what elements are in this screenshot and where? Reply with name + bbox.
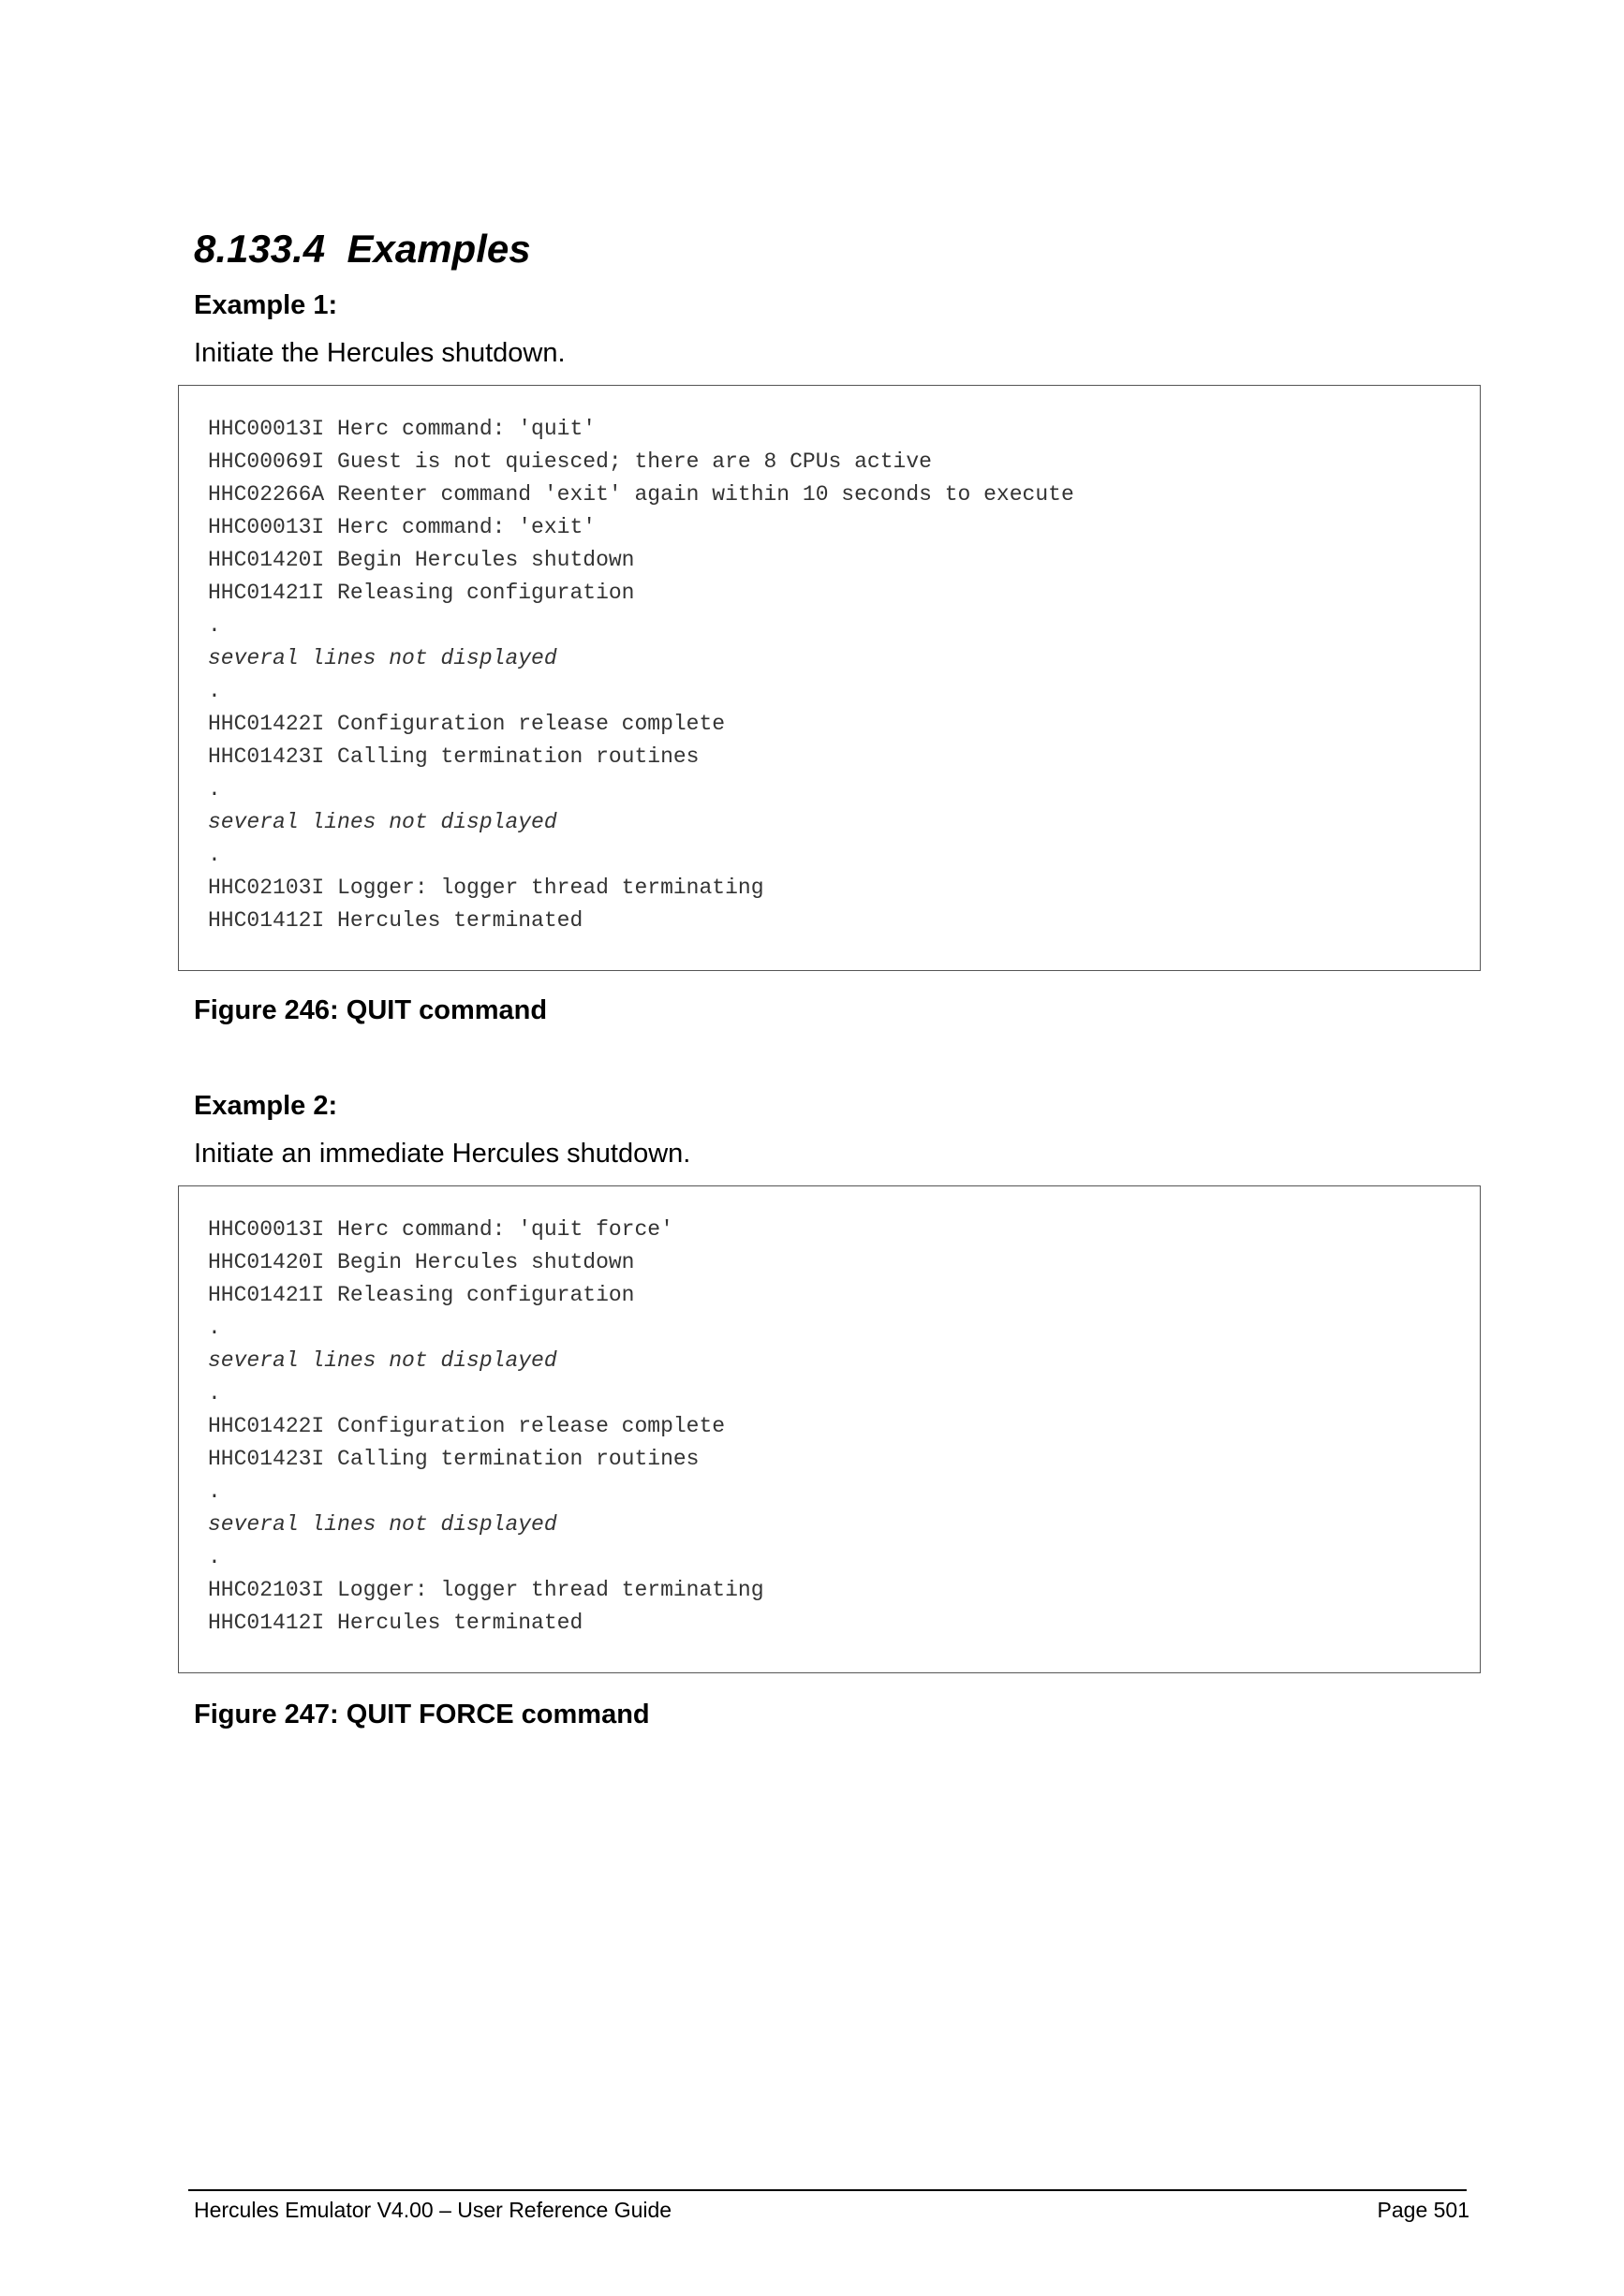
- console-message-line: HHC02103I Logger: logger thread terminating: [208, 1578, 764, 1602]
- console-message-line: HHC01412I Hercules terminated: [208, 908, 583, 933]
- console-message-line: HHC00013I Herc command: 'quit': [208, 417, 597, 441]
- example-1-title: Example 1:: [194, 290, 338, 320]
- console-message-line: HHC01422I Configuration release complete: [208, 1414, 726, 1438]
- ellipsis-dot: .: [208, 1545, 221, 1569]
- console-message-line: HHC00013I Herc command: 'exit': [208, 515, 597, 539]
- console-message-line: HHC01420I Begin Hercules shutdown: [208, 548, 635, 572]
- console-message-line: HHC01423I Calling termination routines: [208, 1447, 700, 1471]
- console-message-line: HHC01422I Configuration release complete: [208, 712, 726, 736]
- section-number: 8.133.4: [194, 227, 326, 271]
- omitted-lines-note: several lines not displayed: [208, 646, 557, 670]
- console-message-line: HHC01420I Begin Hercules shutdown: [208, 1250, 635, 1274]
- footer-page-number: Page 501: [1377, 2198, 1469, 2222]
- console-message-line: HHC00013I Herc command: 'quit force': [208, 1217, 673, 1242]
- figure-246-caption: Figure 246: QUIT command: [194, 995, 548, 1025]
- figure-247-caption: Figure 247: QUIT FORCE command: [194, 1700, 650, 1729]
- console-message-line: HHC01421I Releasing configuration: [208, 581, 635, 605]
- ellipsis-dot: .: [208, 843, 221, 867]
- section-title: Examples: [347, 227, 531, 271]
- ellipsis-dot: .: [208, 777, 221, 802]
- ellipsis-dot: .: [208, 613, 221, 638]
- console-message-line: HHC00069I Guest is not quiesced; there are 8 CPUs active: [208, 449, 932, 474]
- console-message-line: HHC01421I Releasing configuration: [208, 1283, 635, 1307]
- console-message-line: HHC01423I Calling termination routines: [208, 744, 700, 769]
- omitted-lines-note: several lines not displayed: [208, 1348, 557, 1373]
- omitted-lines-note: several lines not displayed: [208, 1512, 557, 1537]
- console-message-line: HHC02103I Logger: logger thread terminating: [208, 876, 764, 900]
- example-2-title: Example 2:: [194, 1091, 338, 1121]
- ellipsis-dot: .: [208, 679, 221, 703]
- footer-rule: [188, 2189, 1467, 2191]
- example-2-code-block: [178, 1185, 1481, 1673]
- ellipsis-dot: .: [208, 1381, 221, 1406]
- console-message-line: HHC01412I Hercules terminated: [208, 1611, 583, 1635]
- footer-document-title: Hercules Emulator V4.00 – User Reference Guide: [194, 2198, 672, 2222]
- section-heading: [194, 227, 531, 272]
- console-message-line: HHC02266A Reenter command 'exit' again within 10 seconds to execute: [208, 482, 1074, 507]
- ellipsis-dot: .: [208, 1316, 221, 1340]
- omitted-lines-note: several lines not displayed: [208, 810, 557, 834]
- ellipsis-dot: .: [208, 1479, 221, 1504]
- example-1-code-block: [178, 385, 1481, 971]
- example-2-intro: Initiate an immediate Hercules shutdown.: [194, 1139, 691, 1169]
- example-1-intro: Initiate the Hercules shutdown.: [194, 338, 566, 368]
